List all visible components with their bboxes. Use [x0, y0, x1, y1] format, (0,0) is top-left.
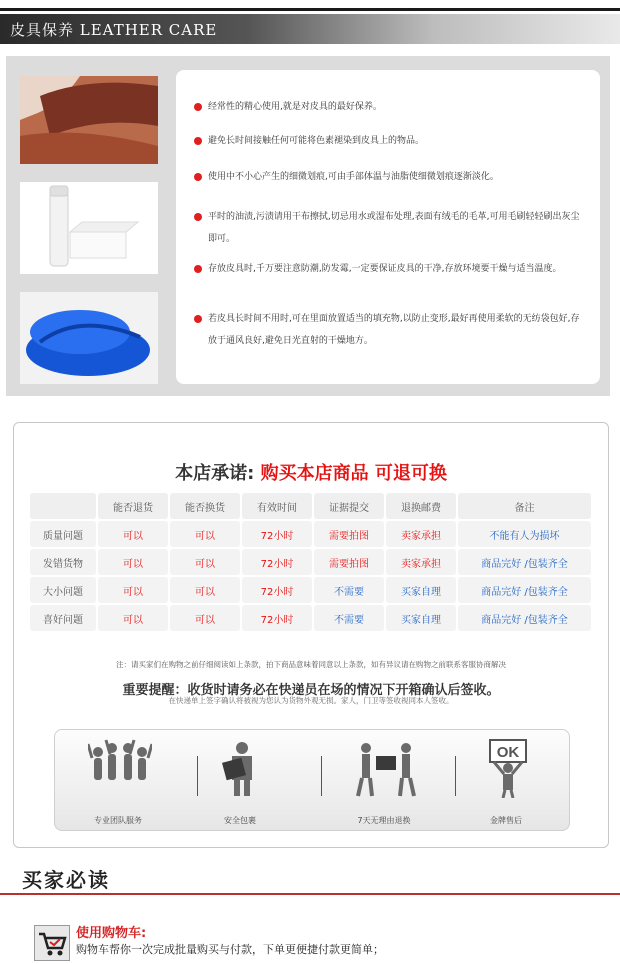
- service-package: [185, 738, 295, 828]
- service-guarantee-band: [54, 729, 570, 831]
- service-label: 金牌售后: [490, 816, 522, 825]
- table-cell: 可以: [170, 577, 240, 603]
- ok-icon: [476, 738, 540, 798]
- care-tip: 若皮具长时间不用时,可在里面放置适当的填充物,以防止变形,最好再使用柔软的无纺袋包好,存放于通风良好,避免日光直射的干燥地方。: [194, 308, 586, 352]
- return-policy-card: [13, 422, 609, 848]
- svg-text:OK: OK: [496, 744, 520, 761]
- promise-title: 本店承诺: 购买本店商品 可退可换: [175, 463, 447, 484]
- header-cell: 有效时间: [242, 493, 312, 519]
- table-cell: 商品完好 /包装齐全: [458, 549, 591, 575]
- table-cell: 商品完好 /包装齐全: [458, 605, 591, 631]
- header-cell: 退换邮费: [386, 493, 456, 519]
- table-row: [30, 577, 591, 603]
- table-cell: 卖家承担: [386, 521, 456, 547]
- table-cell: 可以: [98, 605, 168, 631]
- table-cell: 72小时: [242, 549, 312, 575]
- top-rule: [0, 8, 620, 11]
- care-bottle-photo: [20, 182, 158, 274]
- care-tip: 避免长时间接触任何可能将色素褪染到皮具上的物品。: [194, 130, 586, 152]
- care-tip: 存放皮具时,千万要注意防潮,防发霉,一定要保证皮具的干净,存放环境要干燥与适当温度。: [194, 258, 586, 280]
- table-row: [30, 605, 591, 631]
- service-team: [63, 738, 173, 828]
- table-cell: 买家自理: [386, 577, 456, 603]
- header-cell: 备注: [458, 493, 591, 519]
- leather-care-title: 皮具保养 LEATHER CARE: [10, 21, 218, 39]
- table-cell: 72小时: [242, 577, 312, 603]
- table-cell: 72小时: [242, 521, 312, 547]
- table-cell: 可以: [98, 521, 168, 547]
- row-label: 喜好问题: [30, 605, 96, 631]
- return-policy-table: [28, 491, 593, 633]
- table-cell: 不需要: [314, 577, 384, 603]
- table-cell: 不能有人为损坏: [458, 521, 591, 547]
- purchase-note: 注：请买家们在购物之前仔细阅读如上条款，拍下商品意味着同意以上条款，如有异议请在购物之前联系客服协商解决: [116, 660, 506, 669]
- cart-section-title: 使用购物车:: [76, 926, 147, 941]
- important-reminder-subtext: 在快递单上签字确认将被视为您认为货物外观无损。家人，门卫等签收视同本人签收。: [168, 696, 454, 705]
- row-label: 大小问题: [30, 577, 96, 603]
- table-header-row: [30, 493, 591, 519]
- header-cell: 能否换货: [170, 493, 240, 519]
- service-label: 7天无理由退换: [357, 816, 411, 825]
- buyer-guide-title: 买家必读: [22, 868, 110, 892]
- table-row: [30, 521, 591, 547]
- cart-section-desc: 购物车帮你一次完成批量购买与付款，下单更便捷付款更简单；: [76, 943, 384, 956]
- care-tip: 使用中不小心产生的细微划痕,可由手部体温与油脂使细微划痕逐渐淡化。: [194, 166, 586, 188]
- divider: [321, 756, 322, 796]
- cart-icon: [34, 925, 70, 961]
- row-label: 质量问题: [30, 521, 96, 547]
- service-after-sales: [451, 738, 561, 828]
- table-cell: 可以: [98, 577, 168, 603]
- leather-care-panel: [6, 56, 610, 396]
- buyer-guide-rule: [0, 893, 620, 895]
- header-cell: 能否退货: [98, 493, 168, 519]
- leather-swatch-photo: [20, 76, 158, 164]
- care-tip: 经常性的精心使用,就是对皮具的最好保养。: [194, 96, 586, 118]
- care-tips-box: [176, 70, 600, 384]
- return-icon: [354, 738, 418, 798]
- table-cell: 72小时: [242, 605, 312, 631]
- table-cell: 可以: [98, 549, 168, 575]
- important-reminder-title: 重要提醒：收货时请务必在快递员在场的情况下开箱确认后签收。: [122, 683, 500, 698]
- table-cell: 可以: [170, 521, 240, 547]
- header-cell: [30, 493, 96, 519]
- service-return: [329, 738, 439, 828]
- blue-towel-photo: [20, 292, 158, 384]
- leather-care-header: [0, 14, 620, 44]
- table-cell: 可以: [170, 605, 240, 631]
- table-row: [30, 549, 591, 575]
- package-icon: [210, 738, 274, 798]
- table-cell: 不需要: [314, 605, 384, 631]
- team-icon: [88, 738, 152, 798]
- table-cell: 卖家承担: [386, 549, 456, 575]
- service-label: 专业团队服务: [94, 816, 142, 825]
- service-label: 安全包裹: [224, 816, 256, 825]
- care-tip: 平时的油渍,污渍请用干布擦拭,切忌用水或湿布处理,表面有绒毛的毛革,可用毛刷轻轻刷出灰尘即可。: [194, 206, 586, 250]
- header-cell: 证据提交: [314, 493, 384, 519]
- table-cell: 买家自理: [386, 605, 456, 631]
- table-cell: 可以: [170, 549, 240, 575]
- table-cell: 商品完好 /包装齐全: [458, 577, 591, 603]
- table-cell: 需要拍图: [314, 521, 384, 547]
- row-label: 发错货物: [30, 549, 96, 575]
- table-cell: 需要拍图: [314, 549, 384, 575]
